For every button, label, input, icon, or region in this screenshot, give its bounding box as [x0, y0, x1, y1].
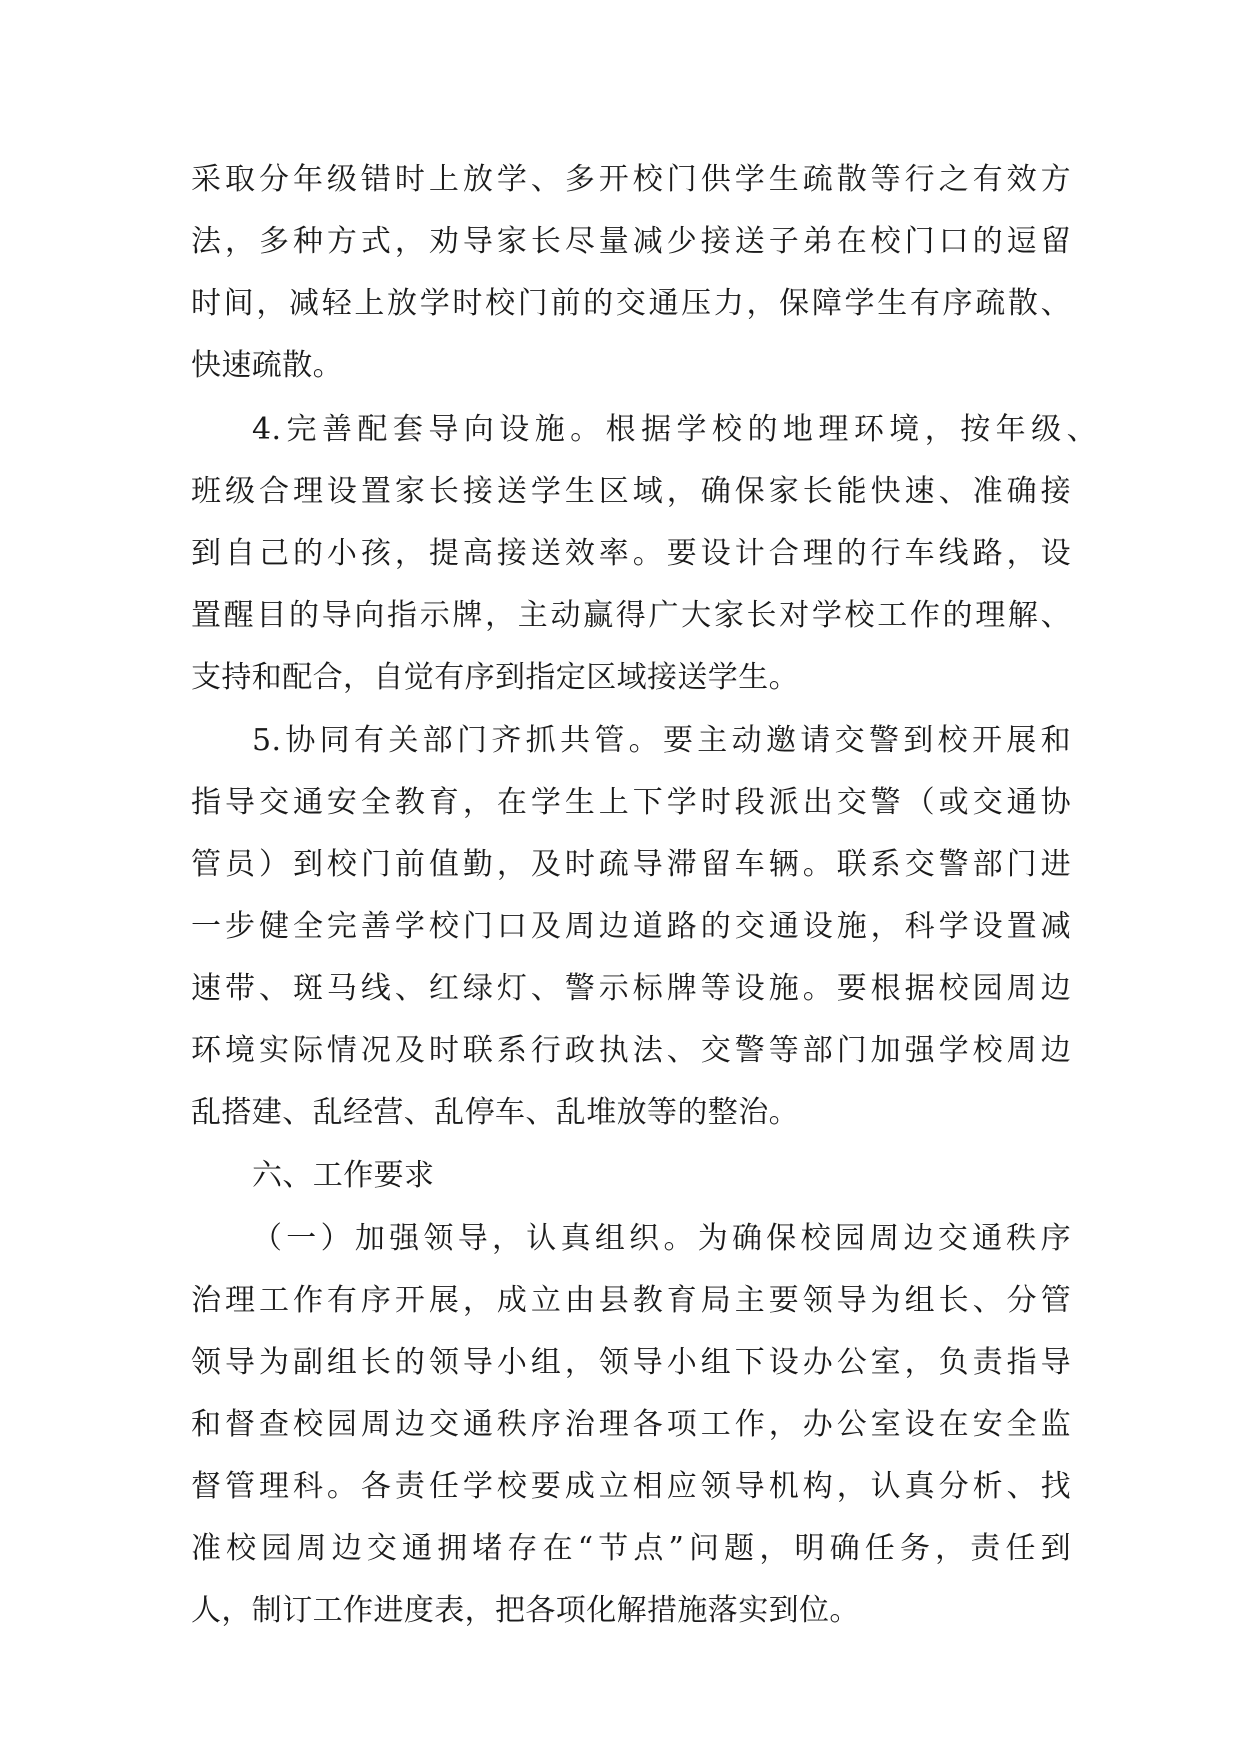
body-text-line: 领导为副组长的领导小组，领导小组下设办公室，负责指导 [191, 1345, 1071, 1380]
paragraph-5-heading-line: 5.协同有关部门齐抓共管。要主动邀请交警到校开展和 [252, 723, 1071, 758]
body-text-line: 班级合理设置家长接送学生区域，确保家长能快速、准确接 [191, 474, 1071, 509]
body-text-line: 和督查校园周边交通秩序治理各项工作，办公室设在安全监 [191, 1407, 1071, 1442]
body-text-line: 快速疏散。 [191, 348, 343, 383]
body-text-line: 采取分年级错时上放学、多开校门供学生疏散等行之有效方 [191, 162, 1071, 197]
body-text-line: 准校园周边交通拥堵存在“节点”问题，明确任务，责任到 [191, 1531, 1071, 1566]
body-text-line: 一步健全完善学校门口及周边道路的交通设施，科学设置减 [191, 909, 1071, 944]
body-text-line: 速带、斑马线、红绿灯、警示标牌等设施。要根据校园周边 [191, 971, 1071, 1006]
body-text-line: 督管理科。各责任学校要成立相应领导机构，认真分析、找 [191, 1469, 1071, 1504]
section-heading: 六、工作要求 [252, 1158, 435, 1193]
body-text-line: 法，多种方式，劝导家长尽量减少接送子弟在校门口的逗留 [191, 224, 1071, 259]
body-text-line: 环境实际情况及时联系行政执法、交警等部门加强学校周边 [191, 1033, 1071, 1068]
body-text-line: 乱搭建、乱经营、乱停车、乱堆放等的整治。 [191, 1095, 799, 1130]
body-text-line: 支持和配合，自觉有序到指定区域接送学生。 [191, 660, 799, 695]
body-text-line: 人，制订工作进度表，把各项化解措施落实到位。 [191, 1593, 860, 1628]
body-text-line: 置醒目的导向指示牌，主动赢得广大家长对学校工作的理解、 [191, 598, 1071, 633]
body-text-line: 到自己的小孩，提高接送效率。要设计合理的行车线路，设 [191, 536, 1071, 571]
body-text-line: 治理工作有序开展，成立由县教育局主要领导为组长、分管 [191, 1283, 1071, 1318]
body-text-line: 指导交通安全教育，在学生上下学时段派出交警（或交通协 [191, 785, 1071, 820]
paragraph-4-heading-line: 4.完善配套导向设施。根据学校的地理环境，按年级、 [252, 412, 1097, 447]
subsection-heading-line: （一）加强领导，认真组织。为确保校园周边交通秩序 [252, 1221, 1071, 1256]
body-text-line: 时间，减轻上放学时校门前的交通压力，保障学生有序疏散、 [191, 286, 1071, 321]
body-text-line: 管员）到校门前值勤，及时疏导滞留车辆。联系交警部门进 [191, 847, 1071, 882]
